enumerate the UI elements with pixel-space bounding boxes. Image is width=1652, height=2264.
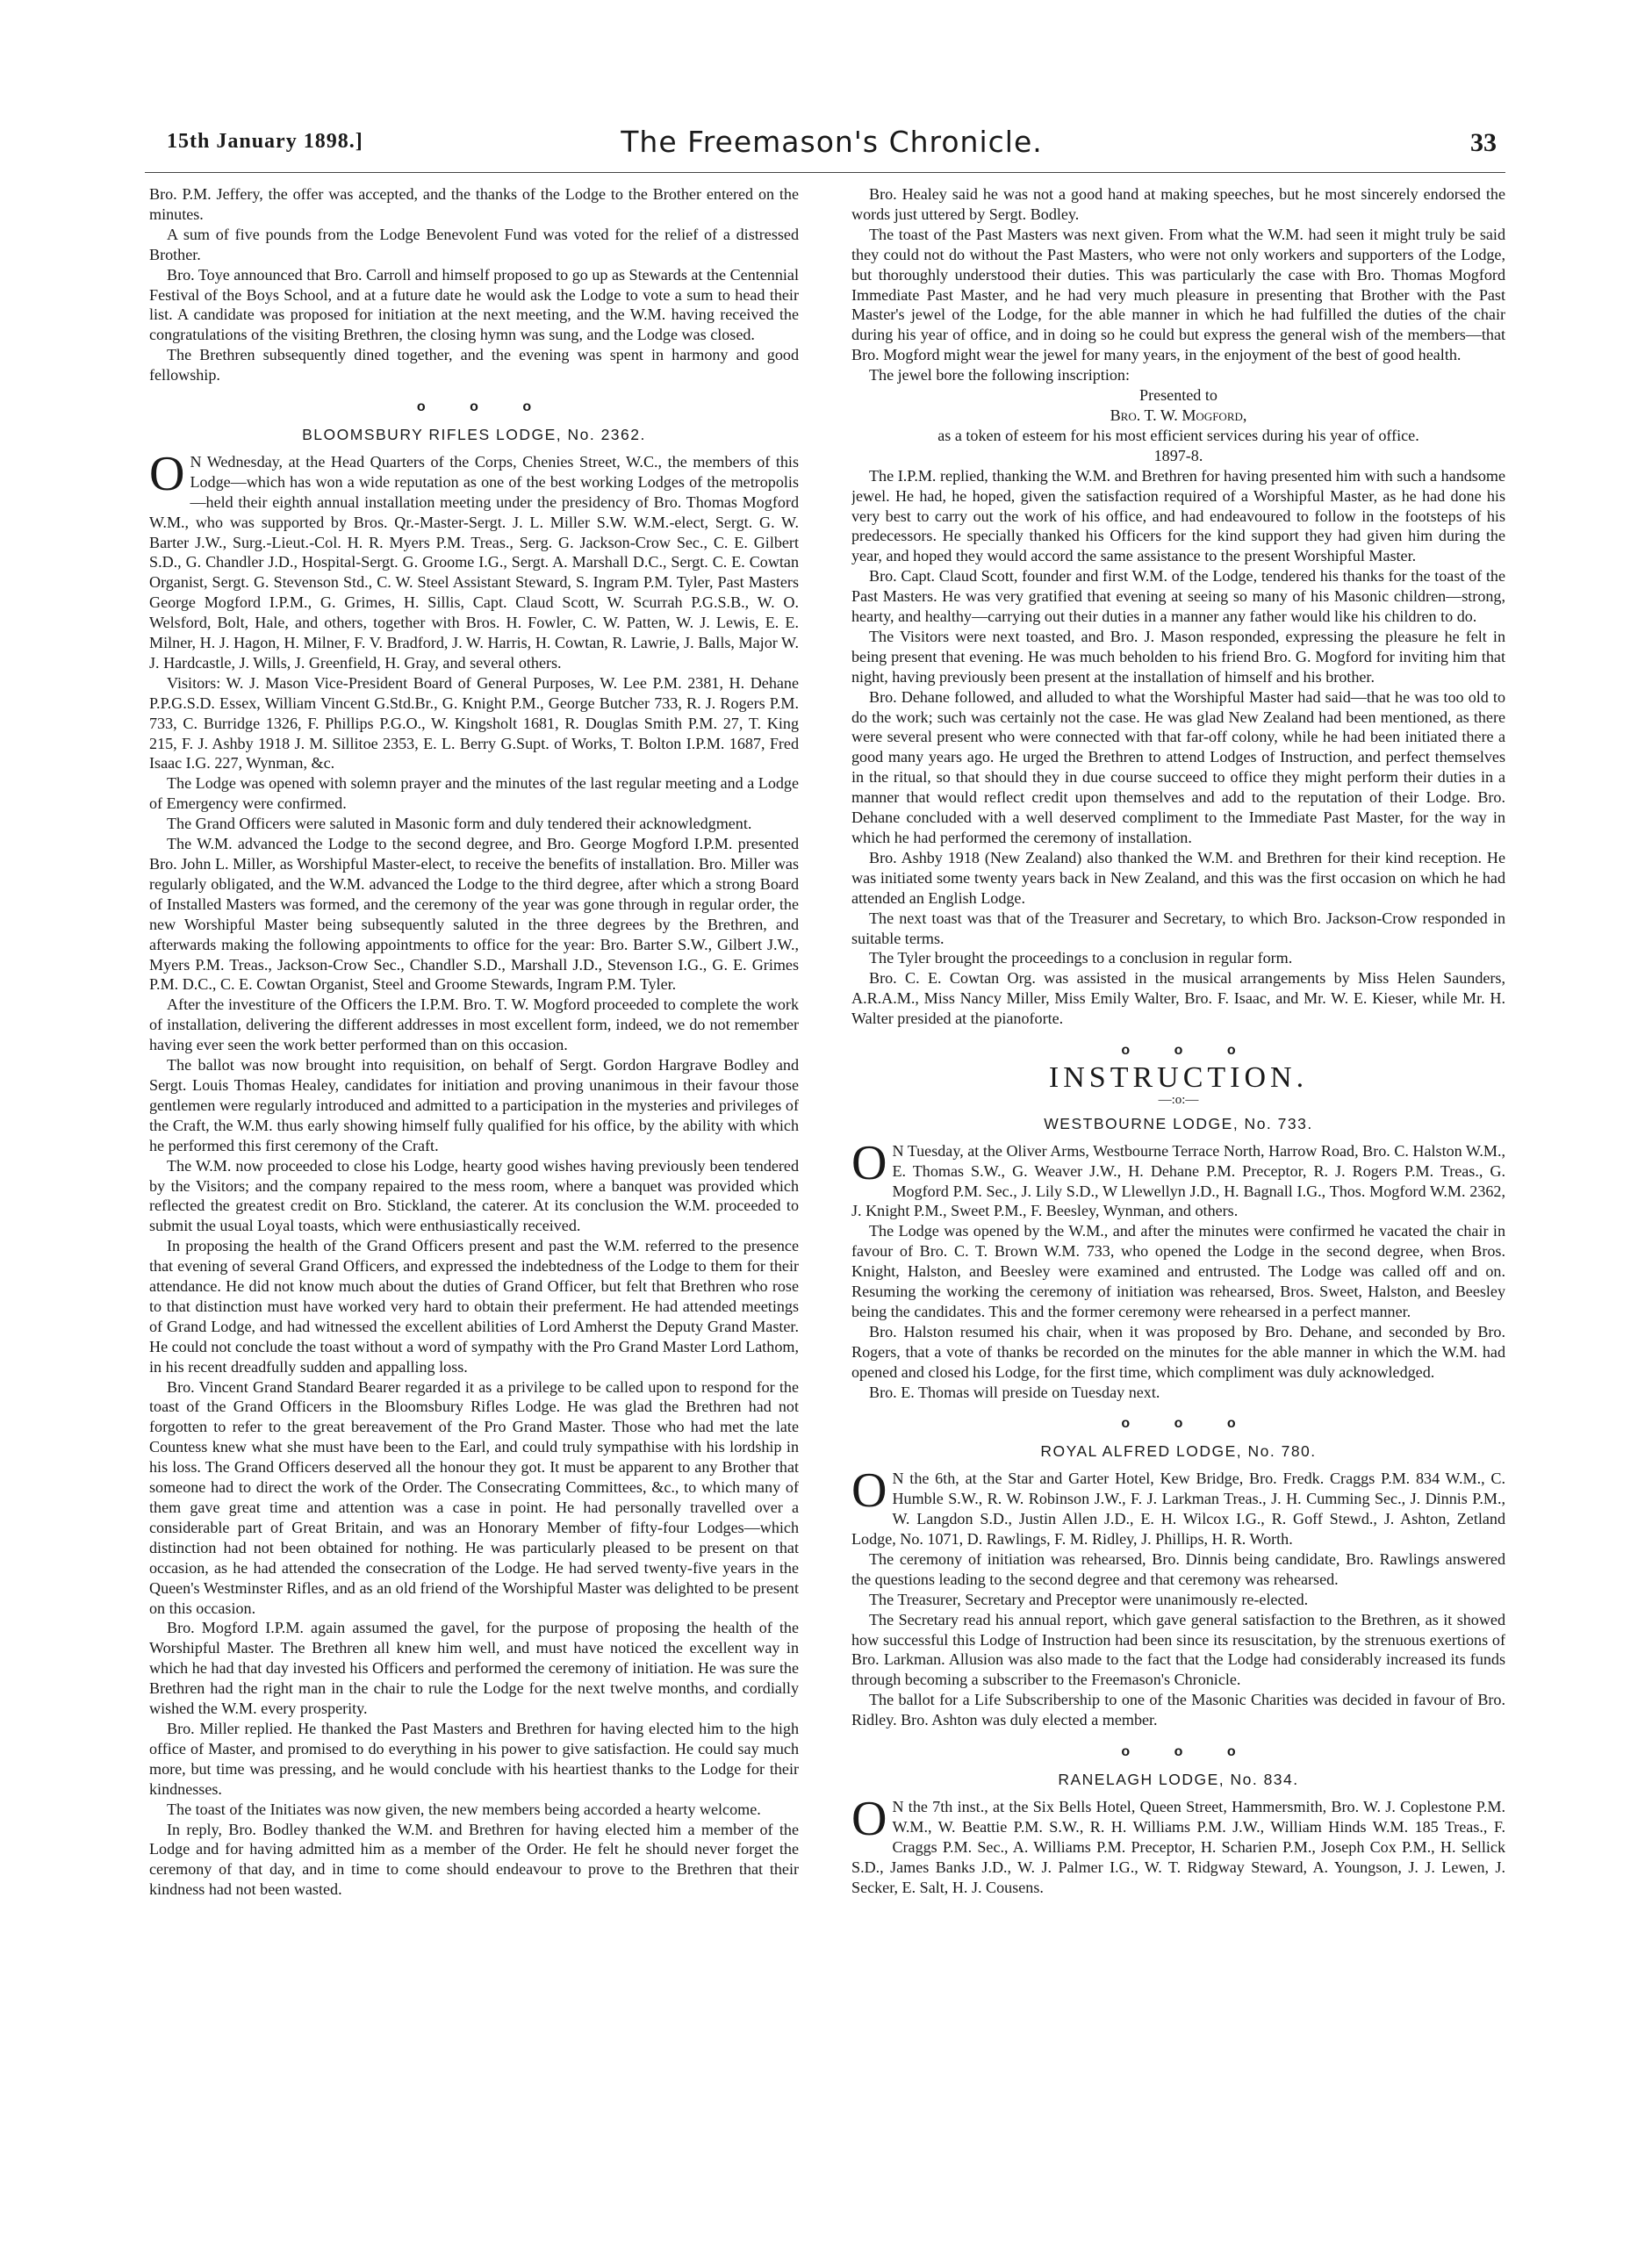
page-number: 33 <box>1470 128 1497 157</box>
report-intro <box>149 446 799 673</box>
paragraph: The W.M. now proceeded to close his Lodge, hearty good wishes having previously been tendered by the Visitors; and the company repaired to the mess room, where a banquet was provided which reflected the greatest credit on Bro. Stickland, the caterer. At its conclusion the W.M. proceeded to submit the usual Loyal toasts, which were enthusiastically received. <box>149 1156 799 1235</box>
report-intro <box>851 1791 1505 1898</box>
paragraph: Bro. Mogford I.P.M. again assumed the gavel, for the purpose of proposing the health of the Worshipful Master. The Brethren all knew him well, and must have noticed the excellent way in which he had that day invested his Officers and performed the ceremony of initiation. He was sure the Brethren had the right man in the chair to rule the Lodge for the next twelve months, and cordially wished the W.M. every prosperity. <box>149 1619 799 1718</box>
paragraph: The ceremony of initiation was rehearsed, Bro. Dinnis being candidate, Bro. Rawlings answered the questions leading to the second degree and that ceremony was rehearsed. <box>851 1549 1505 1588</box>
paragraph: Bro. Toye announced that Bro. Carroll and himself proposed to go up as Stewards at the Centennial Festival of the Boys School, and at a future date he would ask the Lodge to vote a sum to head their list. A candidate was proposed for initiation at the next meeting, and the W.M. having received the congratulations of the visiting Brethren, the closing hymn was sung, and the Lodge was closed. <box>149 265 799 344</box>
paragraph-text: N the 7th inst., at the Six Bells Hotel, Queen Street, Hammersmith, Bro. W. J. Coplestone P.M. W.M., W. Beattie P.M. S.W., R. H. Williams P.M. J.W., William Hinds W.M. 185 Treas., F. Craggs P.M. Sec., A. Williams P.M. Preceptor, H. Scharien P.M., Joseph Cox P.M., H. Sellick S.D., James Banks J.D., W. J. Palmer I.G., W. T. Ridgway Steward, A. Youngson, J. J. Lewen, J. Secker, E. Salt, H. J. Cousens. <box>851 1797 1505 1896</box>
paragraph: Bro. Vincent Grand Standard Bearer regarded it as a privilege to be called upon to respond for the toast of the Grand Officers in the Bloomsbury Rifles Lodge. He was glad the Brethren had not forgotten to refer to the great bereavement of the Pro Grand Master. Those who had met the late Countess knew what she must have been to the Earl, and could truly sympathise with his lordship in his loss. The Grand Officers deserved all the honour they got. It must be apparent to any Brother that someone had to direct the work of the Order. The Consecrating Committees, &c., to which many of them gave great time and attention was a case in point. He had personally travelled over a considerable part of Great Britain, and was an Honorary Member of fifty-four Lodges—which distinction had not been obtained for nothing. He was particularly pleased to be present on that occasion, as he had attended the consecration of the Lodge. He had served twenty-five years in the Queen's Westminster Rifles, and as an old friend of the Worshipful Master was delighted to be present on this occasion. <box>149 1377 799 1617</box>
paragraph: The Secretary read his annual report, which gave general satisfaction to the Brethren, as it showed how successful this Lodge of Instruction had been since its resuscitation, by the strenuous exertions of Bro. Larkman. Allusion was also made to the fact that the Lodge had considerably increased its funds through becoming a subscriber to the Freemason's Chronicle. <box>851 1610 1505 1689</box>
inscription-line: Presented to <box>1139 386 1217 405</box>
report-intro <box>851 1135 1505 1222</box>
paragraph: The toast of the Past Masters was next given. From what the W.M. had seen it might truly be said they could not do without the Past Masters, who were not only workers and supporters of the Lodge, but thoroughly understood their duties. This was particularly the case with Bro. Thomas Mogford Immediate Past Master, and he had very much pleasure in presenting that Brother with the Past Master's jewel of the Lodge, for the able manner in which he had fulfilled the duties of the chair during his year of office, and in doing so he could but express the general wish of the members—that Bro. Mogford might wear the jewel for many years, in the enjoyment of the best of good health. <box>851 225 1505 364</box>
page-header <box>167 125 1497 165</box>
inscription-line: 1897-8. <box>1153 446 1203 464</box>
paragraph: The Lodge was opened with solemn prayer and the minutes of the last regular meeting and a Lodge of Emergency were confirmed. <box>149 774 799 813</box>
paragraph: The Lodge was opened by the W.M., and after the minutes were confirmed he vacated the chair in favour of Bro. C. T. Brown W.M. 733, who opened the Lodge in the second degree, when Bros. Knight, Halston, and Beesley were examined and entrusted. The Lodge was called off and on. Resuming the working the ceremony of initiation was rehearsed, Bros. Sweet, Halston, and Beesley being the candidates. This and the former ceremony were rehearsed in a perfect manner. <box>851 1222 1505 1320</box>
paragraph: In reply, Bro. Bodley thanked the W.M. and Brethren for having elected him a member of the Lodge and for having admitted him as a member of the Order. He felt he should never forget the ceremony of that day, and in time to come should endeavour to prove to the Brethren that their kindness had not been wasted. <box>149 1820 799 1899</box>
paragraph: The Visitors were next toasted, and Bro. J. Mason responded, expressing the pleasure he felt in being present that evening. He was much beholden to his friend Bro. G. Mogford for inviting him that night, having previously been present at the installation of himself and his brother. <box>851 627 1505 686</box>
paragraph: Bro. Healey said he was not a good hand at making speeches, but he most sincerely endorsed the words just uttered by Sergt. Bodley. <box>851 185 1505 223</box>
section-heading: BLOOMSBURY RIFLES LODGE, No. 2362. <box>302 425 646 443</box>
section-heading: WESTBOURNE LODGE, No. 733. <box>1044 1114 1313 1132</box>
report-intro <box>851 1463 1505 1549</box>
inscription-line: Bro. T. W. Mogford, <box>1110 406 1247 424</box>
paragraph: In proposing the health of the Grand Officers present and past the W.M. referred to the presence that evening of several Grand Officers, and expressed the indebtedness of the Lodge to them for their attendance. He did not know much about the duties of Grand Officer, but felt that Brethren who rose to that distinction must have worked very hard to obtain their preferment. He had attended meetings of Grand Lodge, and had witnessed the excellent abilities of Lord Amherst the Deputy Grand Master. He could not conclude the toast without a word of sympathy with the Pro Grand Master Lord Lathom, in his recent dreadfully sudden and appalling loss. <box>149 1237 799 1376</box>
paragraph: The W.M. advanced the Lodge to the second degree, and Bro. George Mogford I.P.M. presented Bro. John L. Miller, as Worshipful Master-elect, to receive the benefits of installation. Bro. Miller was regularly obligated, and the W.M. advanced the Lodge to the third degree, after which a strong Board of Installed Masters was formed, and the ceremony of the year was gone through in regular order, the new Worshipful Master being subsequently saluted in the three degrees by the Brethren, and afterwards making the following appointments to office for the year: Bro. Barter S.W., Gilbert J.W., Myers P.M. Treas., Jackson-Crow Sec., Chandler S.D., Marshall J.D., Stevenson I.G., G. E. Grimes P.M. D.C., C. E. Cowtan Organist, Steel and Groome Stewards, Ingram P.M. Tyler. <box>149 835 799 994</box>
paragraph: Visitors: W. J. Mason Vice-President Board of General Purposes, W. Lee P.M. 2381, H. Dehane P.P.G.S.D. Essex, William Vincent G.Std.Br., G. Knight P.M., George Butcher 733, R. J. Rogers P.M. 733, C. Burridge 1326, F. Phillips P.G.O., W. Kingsholt 1681, R. Douglas Smith P.M. 27, T. King 215, F. J. Ashby 1918 J. M. Sillitoe 2353, E. L. Berry G.Supt. of Works, T. Bolton I.P.M. 1687, Fred Isaac I.G. 227, Wynman, &c. <box>149 673 799 773</box>
paragraph: The Tyler brought the proceedings to a conclusion in regular form. <box>869 949 1293 967</box>
section-heading: RANELAGH LODGE, No. 834. <box>1058 1770 1299 1788</box>
section-separator: o o o <box>1121 1043 1236 1059</box>
section-heading: ROYAL ALFRED LODGE, No. 780. <box>1040 1442 1317 1461</box>
paragraph: After the investiture of the Officers the I.P.M. Bro. T. W. Mogford proceeded to complete the work of installation, delivering the different addresses in most excellent form, indeed, we do not remember having ever seen the work better performed than on this occasion. <box>149 995 799 1054</box>
section-separator: o o o <box>1121 1416 1236 1432</box>
paragraph: The next toast was that of the Treasurer and Secretary, to which Bro. Jackson-Crow responded in suitable terms. <box>851 909 1505 947</box>
instruction-heading: INSTRUCTION. <box>1048 1060 1309 1094</box>
issue-date: 15th January 1898.] <box>167 130 363 153</box>
paragraph: The jewel bore the following inscription: <box>869 366 1130 385</box>
inscription-line: as a token of esteem for his most efficient services during his year of office. <box>937 426 1419 444</box>
paragraph: Bro. Ashby 1918 (New Zealand) also thanked the W.M. and Brethren for their kind reception. He was initiated some twenty years back in New Zealand, and this was the first occasion on which he had attended an English Lodge. <box>851 848 1505 907</box>
publication-title: The Freemason's Chronicle. <box>621 125 1043 159</box>
paragraph: The ballot was now brought into requisition, on behalf of Sergt. Gordon Hargrave Bodley and Sergt. Louis Thomas Healey, candidates for initiation and proving unanimous in their favour those gentlemen were regularly introduced and admitted to a participation in the mysteries and privileges of the Craft, the W.M. thus early showing himself fully qualified for his office, by the ability with which he performed this first ceremony of the Craft. <box>149 1056 799 1154</box>
paragraph: The Brethren subsequently dined together, and the evening was spent in harmony and good fellowship. <box>149 346 799 385</box>
ornament-divider: —:o:— <box>1158 1092 1199 1107</box>
paragraph-text: N Wednesday, at the Head Quarters of the Corps, Chenies Street, W.C., the members of this Lodge—which has won a wide reputation as one of the best working Lodges of the metropolis—held their eighth annual installation meeting under the presidency of Bro. Thomas Mogford W.M., who was supported by Bros. Qr.-Master-Sergt. J. L. Miller S.W. W.M.-elect, Sergt. G. W. Barter J.W., Surg.-Lieut.-Col. H. R. Myers P.M. Treas., Serg. G. Jackson-Crow Sec., C. E. Gilbert S.D., G. Chandler J.D., Hospital-Sergt. G. Groome I.G., Sergt. A. Marshall D.C., Sergt. C. E. Cowtan Organist, Sergt. G. Stevenson Std., C. W. Steel Assistant Steward, S. Ingram P.M. Tyler, Past Masters George Mogford I.P.M., G. Grimes, H. Sillis, Capt. Claud Scott, W. Scurrah P.G.S.B., W. O. Welsford, Bolt, Hale, and others, together with Bros. H. Fowler, C. W. Patten, W. J. Lewis, E. E. Milner, H. J. Hagon, H. Milner, F. V. Bradford, J. W. Harris, H. Cowtan, R. Lawrie, J. Balls, Major W. J. Hardcastle, J. Wills, J. Greenfield, H. Gray, and several others. <box>149 452 799 672</box>
section-separator: o o o <box>1121 1744 1236 1760</box>
header-rule <box>145 172 1505 173</box>
paragraph: The toast of the Initiates was now given, the new members being accorded a hearty welcome. <box>167 1800 761 1818</box>
drop-cap: O <box>149 446 185 501</box>
left-column <box>149 184 799 2239</box>
right-column <box>851 184 1505 2239</box>
paragraph: The I.P.M. replied, thanking the W.M. and Brethren for having presented him with such a handsome jewel. He had, he hoped, given the satisfaction required of a Worshipful Master, as he had done his very best to carry out the work of his office, and had endeavoured to follow in the footsteps of his predecessors. He specially thanked his Officers for the kind support they had given him during the year, and hoped they would accord the same assistance to the present Worshipful Master. <box>851 466 1505 565</box>
drop-cap: O <box>851 1463 887 1519</box>
paragraph: Bro. Halston resumed his chair, when it was proposed by Bro. Dehane, and seconded by Bro. Rogers, that a vote of thanks be recorded on the minutes for the able manner in which the W.M. had opened and closed his Lodge, for the first time, which compliment was duly acknowledged. <box>851 1322 1505 1381</box>
section-separator: o o o <box>416 399 532 415</box>
paragraph: Bro. P.M. Jeffery, the offer was accepted, and the thanks of the Lodge to the Brother entered on the minutes. <box>149 185 799 223</box>
paragraph: Bro. E. Thomas will preside on Tuesday next. <box>869 1383 1160 1401</box>
paragraph: The Treasurer, Secretary and Preceptor were unanimously re-elected. <box>869 1590 1309 1608</box>
paragraph: Bro. Miller replied. He thanked the Past Masters and Brethren for having elected him to the high office of Master, and promised to do everything in his power to give satisfaction. He could say much more, but time was pressing, and he would conclude with his heartiest thanks to the Lodge for their kindnesses. <box>149 1719 799 1798</box>
paragraph: The ballot for a Life Subscribership to one of the Masonic Charities was decided in favour of Bro. Ridley. Bro. Ashton was duly elected a member. <box>851 1691 1505 1729</box>
drop-cap: O <box>851 1135 887 1190</box>
paragraph: The Grand Officers were saluted in Masonic form and duly tendered their acknowledgment. <box>167 815 752 833</box>
paragraph-text: N the 6th, at the Star and Garter Hotel, Kew Bridge, Bro. Fredk. Craggs P.M. 834 W.M., C. Humble S.W., R. W. Robinson J.W., F. J. Larkman Treas., J. H. Cumming Sec., J. Dinnis P.M., W. Langdon S.D., Justin Allen J.D., E. H. Wilcox I.G., R. Goff Stewd., J. Ashton, Zetland Lodge, No. 1071, D. Rawlings, F. M. Ridley, J. Phillips, H. R. Worth. <box>851 1470 1505 1548</box>
paragraph: Bro. Capt. Claud Scott, founder and first W.M. of the Lodge, tendered his thanks for the toast of the Past Masters. He was very gratified that evening at seeing so many of his Masonic children—strong, hearty, and healthy—carrying out their duties in a manner any father would like his children to do. <box>851 567 1505 626</box>
drop-cap: O <box>851 1791 887 1846</box>
paragraph: A sum of five pounds from the Lodge Benevolent Fund was voted for the relief of a distressed Brother. <box>149 225 799 263</box>
paragraph: Bro. C. E. Cowtan Org. was assisted in the musical arrangements by Miss Helen Saunders, A.R.A.M., Miss Nancy Miller, Miss Emily Walter, Bro. F. Isaac, and Mr. W. E. Kieser, while Mr. H. Walter presided at the pianoforte. <box>851 969 1505 1028</box>
paragraph: Bro. Dehane followed, and alluded to what the Worshipful Master had said—that he was too old to do the work; such was certainly not the case. He was glad New Zealand had been mentioned, as there were several present who were connected with that far-off colony, while he had been initiated there a good many years ago. He urged the Brethren to attend Lodges of Instruction, and perfect themselves in the ritual, so that should they in due course succeed to office they might perform their duties in a manner that would reflect credit upon themselves and add to the reputation of their Lodge. Bro. Dehane concluded with a well deserved compliment to the Immediate Past Master, for the way in which he had performed the ceremony of installation. <box>851 687 1505 846</box>
paragraph-text: N Tuesday, at the Oliver Arms, Westbourne Terrace North, Harrow Road, Bro. C. Halston W.M., E. Thomas S.W., G. Weaver J.W., H. Dehane P.M. Preceptor, R. J. Rogers P.M. Treas., G. Mogford P.M. Sec., J. Lily S.D., W Llewellyn J.D., H. Bagnall I.G., Thos. Mogford W.M. 2362, J. Knight P.M., Sweet P.M., F. Beesley, Wynman, and others. <box>851 1141 1505 1220</box>
